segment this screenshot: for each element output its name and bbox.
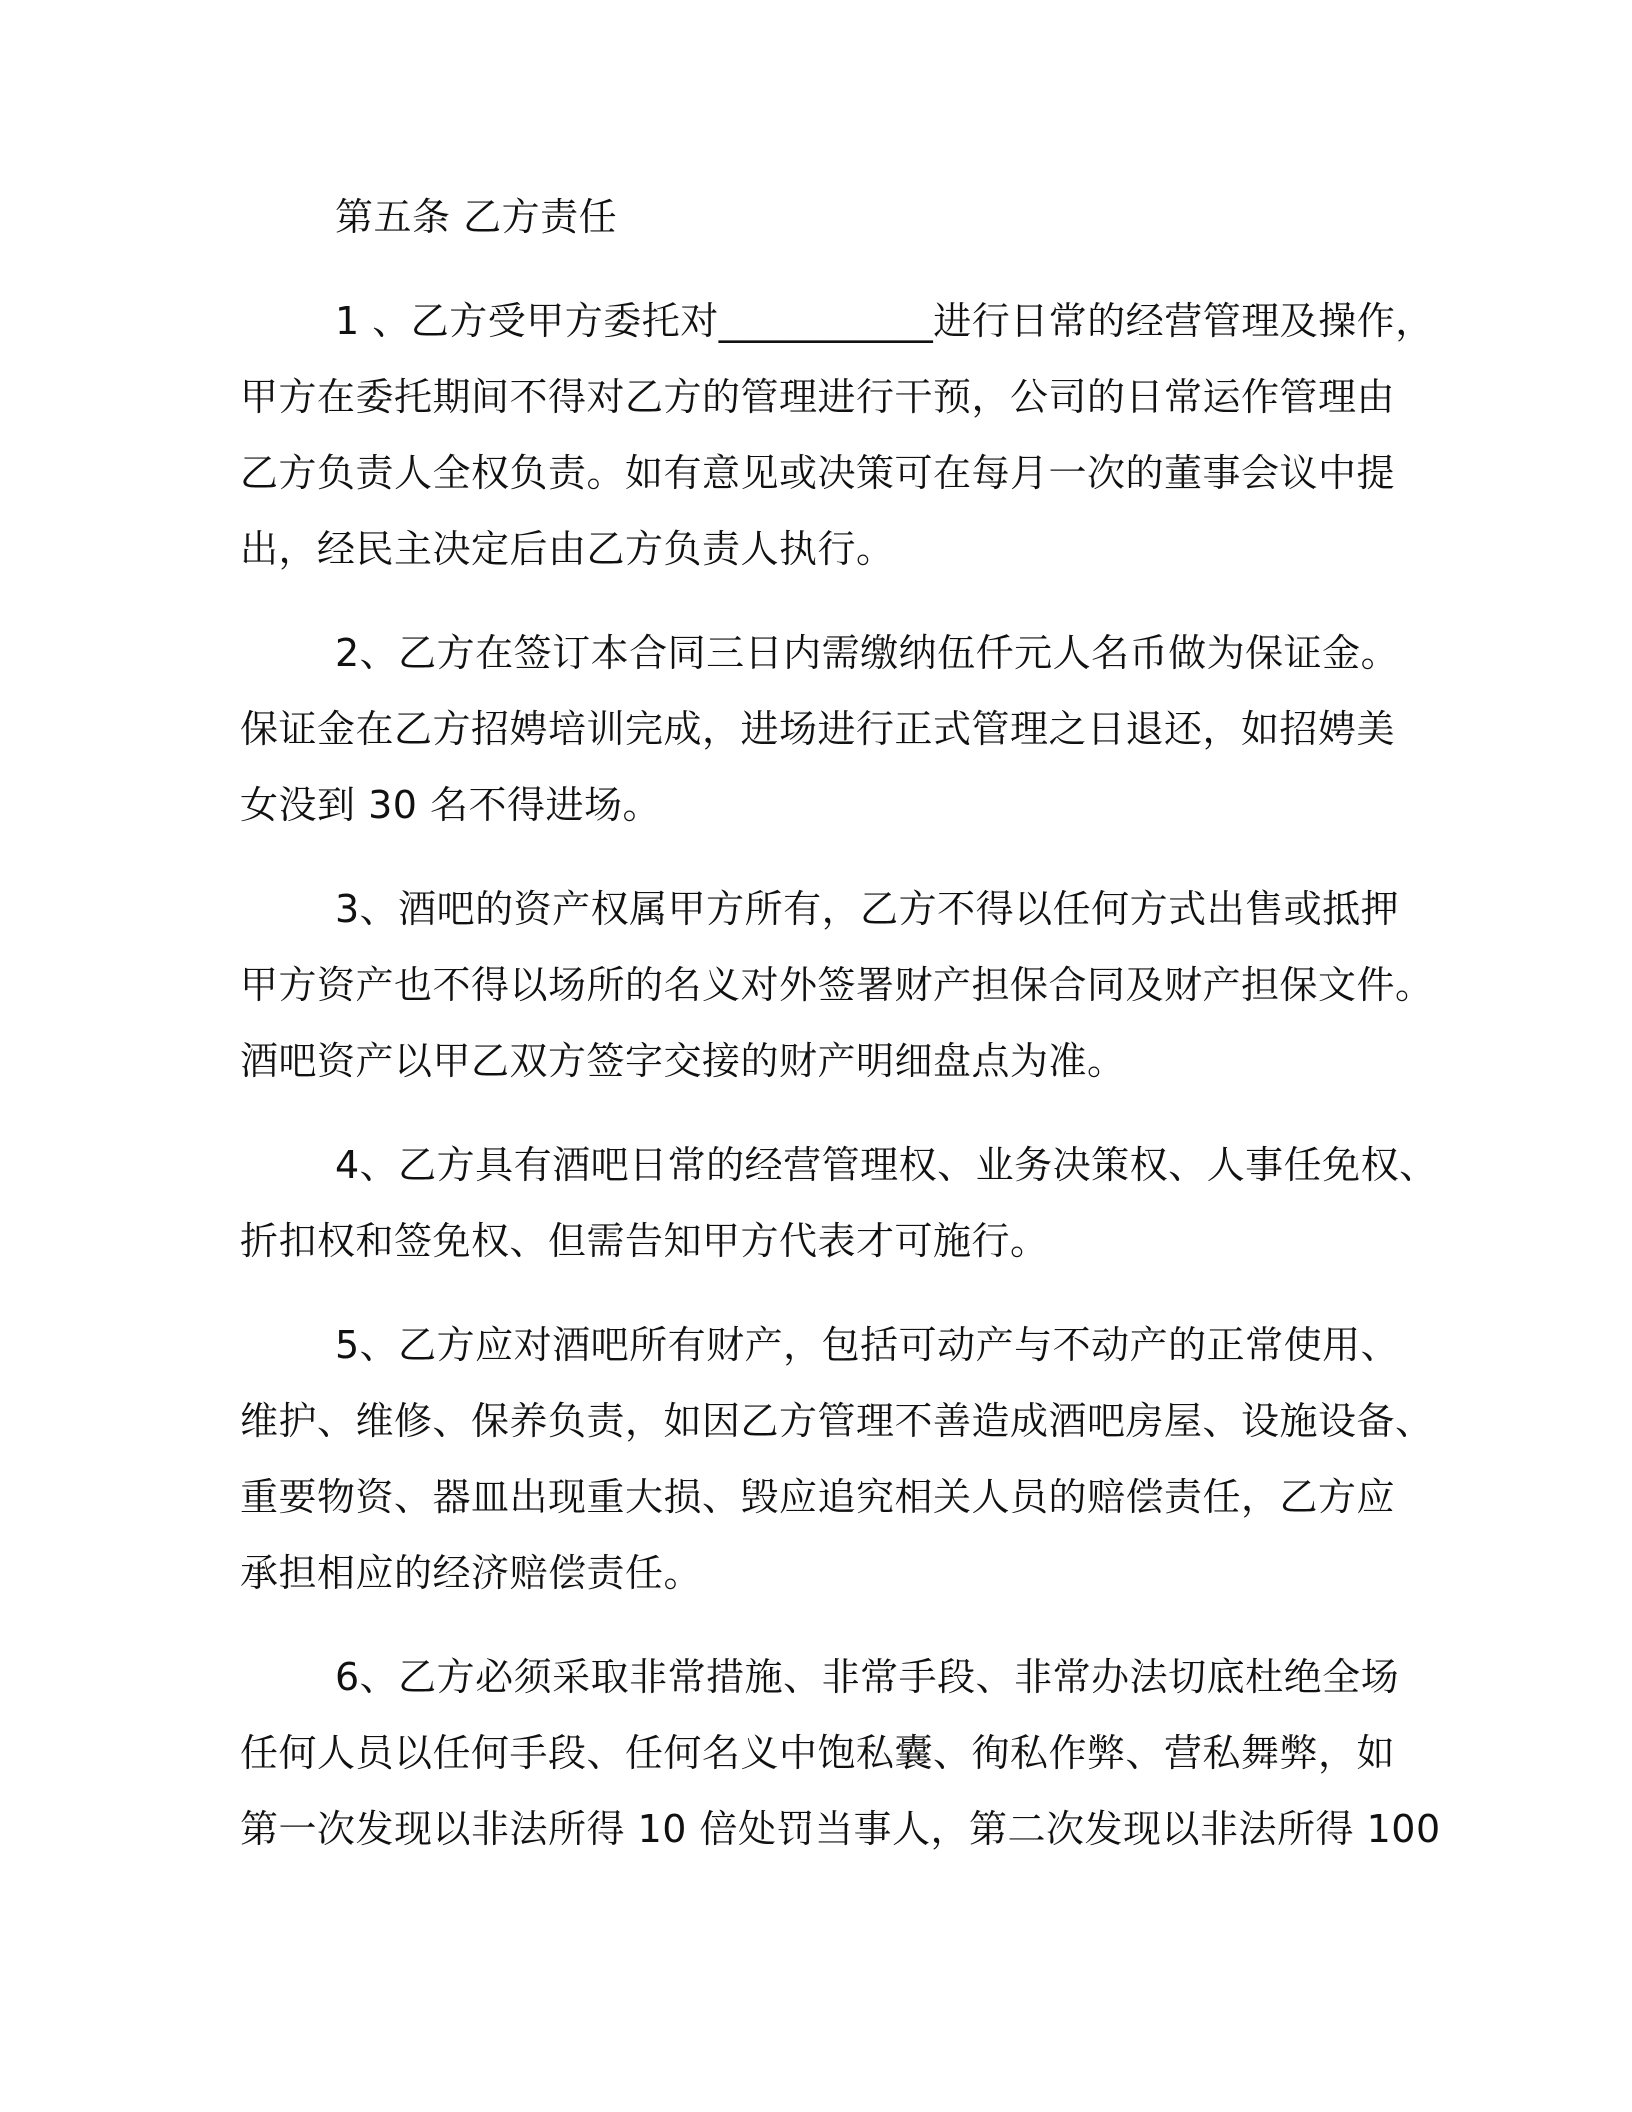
paragraph-5-line-2: 维护、维修、保养负责，如因乙方管理不善造成酒吧房屋、设施设备、 — [240, 1399, 1434, 1443]
paragraph-6-line-2: 任何人员以任何手段、任何名义中饱私囊、徇私作弊、营私舞弊，如 — [240, 1731, 1396, 1775]
paragraph-1-line-3: 乙方负责人全权负责。如有意见或决策可在每月一次的董事会议中提 — [240, 451, 1396, 495]
paragraph-2-line-2: 保证金在乙方招娉培训完成，进场进行正式管理之日退还，如招娉美 — [240, 707, 1396, 751]
paragraph-5-line-1: 5、乙方应对酒吧所有财产，包括可动产与不动产的正常使用、 — [335, 1323, 1400, 1367]
paragraph-2-line-1: 2、乙方在签订本合同三日内需缴纳伍仟元人名币做为保证金。 — [335, 631, 1400, 675]
paragraph-6-line-3: 第一次发现以非法所得 10 倍处罚当事人，第二次发现以非法所得 100 — [240, 1807, 1441, 1851]
paragraph-5-line-3: 重要物资、器皿出现重大损、毁应追究相关人员的赔偿责任，乙方应 — [240, 1475, 1396, 1519]
paragraph-5-line-4: 承担相应的经济赔偿责任。 — [240, 1551, 703, 1595]
paragraph-2-line-3: 女没到 30 名不得进场。 — [240, 783, 662, 827]
section-heading: 第五条 乙方责任 — [335, 195, 618, 239]
paragraph-3-line-2: 甲方资产也不得以场所的名义对外签署财产担保合同及财产担保文件。 — [240, 963, 1434, 1007]
paragraph-1-line-4: 出，经民主决定后由乙方负责人执行。 — [240, 527, 895, 571]
paragraph-4-line-1: 4、乙方具有酒吧日常的经营管理权、业务决策权、人事任免权、 — [335, 1143, 1438, 1187]
paragraph-6-line-1: 6、乙方必须采取非常措施、非常手段、非常办法切底杜绝全场 — [335, 1655, 1400, 1699]
paragraph-4-line-2: 折扣权和签免权、但需告知甲方代表才可施行。 — [240, 1219, 1049, 1263]
paragraph-1-line-1: 1 、乙方受甲方委托对___________进行日常的经营管理及操作， — [335, 299, 1434, 343]
paragraph-3-line-1: 3、酒吧的资产权属甲方所有，乙方不得以任何方式出售或抵押 — [335, 887, 1400, 931]
paragraph-3-line-3: 酒吧资产以甲乙双方签字交接的财产明细盘点为准。 — [240, 1039, 1126, 1083]
paragraph-1-line-2: 甲方在委托期间不得对乙方的管理进行干预，公司的日常运作管理由 — [240, 375, 1396, 419]
